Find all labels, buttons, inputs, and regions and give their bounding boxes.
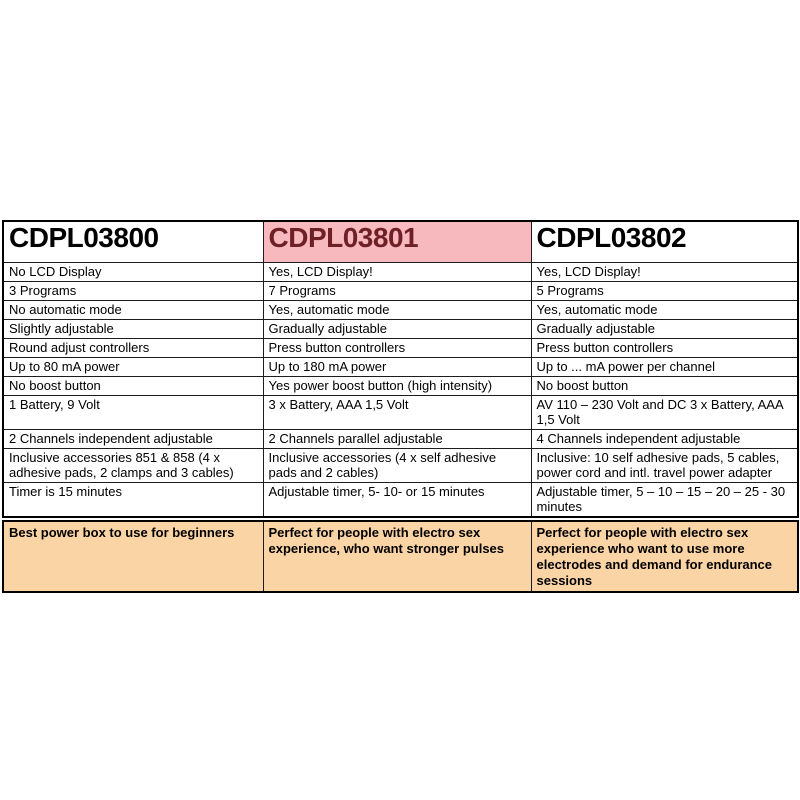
spec-row-lcd-display [3, 262, 798, 281]
column-header-cdpl03801-highlighted: CDPL03801 [263, 221, 531, 262]
spec-cell: AV 110 – 230 Volt and DC 3 x Battery, AAA 1,5 Volt [531, 395, 798, 429]
spec-row-boost-button [3, 376, 798, 395]
spec-row-programs [3, 281, 798, 300]
spec-cell: Yes power boost button (high intensity) [263, 376, 531, 395]
spec-cell: Adjustable timer, 5 – 10 – 15 – 20 – 25 - 30 minutes [531, 482, 798, 519]
spec-row-adjustability [3, 319, 798, 338]
spec-cell: 2 Channels independent adjustable [3, 429, 263, 448]
spec-cell: 3 x Battery, AAA 1,5 Volt [263, 395, 531, 429]
spec-cell: Yes, automatic mode [263, 300, 531, 319]
spec-cell: No LCD Display [3, 262, 263, 281]
spec-cell: 2 Channels parallel adjustable [263, 429, 531, 448]
spec-cell: Slightly adjustable [3, 319, 263, 338]
spec-cell: Inclusive: 10 self adhesive pads, 5 cables, power cord and intl. travel power adapter [531, 448, 798, 482]
spec-row-power [3, 357, 798, 376]
spec-cell: Up to ... mA power per channel [531, 357, 798, 376]
spec-cell: Gradually adjustable [531, 319, 798, 338]
spec-row-automatic-mode [3, 300, 798, 319]
summary-row [3, 519, 798, 592]
spec-cell: 3 Programs [3, 281, 263, 300]
summary-cell: Best power box to use for beginners [3, 519, 263, 592]
spec-cell: Yes, LCD Display! [531, 262, 798, 281]
spec-cell: Yes, automatic mode [531, 300, 798, 319]
spec-cell: Adjustable timer, 5- 10- or 15 minutes [263, 482, 531, 519]
spec-cell: Press button controllers [531, 338, 798, 357]
spec-row-channels [3, 429, 798, 448]
spec-cell: 4 Channels independent adjustable [531, 429, 798, 448]
spec-cell: Yes, LCD Display! [263, 262, 531, 281]
spec-cell: Round adjust controllers [3, 338, 263, 357]
spec-cell: No boost button [531, 376, 798, 395]
spec-cell: Timer is 15 minutes [3, 482, 263, 519]
spec-row-controllers [3, 338, 798, 357]
spec-cell: 5 Programs [531, 281, 798, 300]
header-row [3, 221, 798, 262]
spec-row-accessories [3, 448, 798, 482]
spec-cell: Inclusive accessories 851 & 858 (4 x adhesive pads, 2 clamps and 3 cables) [3, 448, 263, 482]
spec-cell: Up to 180 mA power [263, 357, 531, 376]
spec-row-battery [3, 395, 798, 429]
product-comparison-table [2, 220, 799, 593]
spec-cell: 7 Programs [263, 281, 531, 300]
spec-cell: 1 Battery, 9 Volt [3, 395, 263, 429]
spec-row-timer [3, 482, 798, 519]
summary-cell: Perfect for people with electro sex experience, who want stronger pulses [263, 519, 531, 592]
column-header-cdpl03800: CDPL03800 [3, 221, 263, 262]
column-header-cdpl03802: CDPL03802 [531, 221, 798, 262]
spec-cell: Inclusive accessories (4 x self adhesive pads and 2 cables) [263, 448, 531, 482]
spec-cell: Up to 80 mA power [3, 357, 263, 376]
spec-cell: No automatic mode [3, 300, 263, 319]
spec-cell: Press button controllers [263, 338, 531, 357]
spec-cell: No boost button [3, 376, 263, 395]
spec-cell: Gradually adjustable [263, 319, 531, 338]
summary-cell: Perfect for people with electro sex experience who want to use more electrodes and demand for endurance sessions [531, 519, 798, 592]
